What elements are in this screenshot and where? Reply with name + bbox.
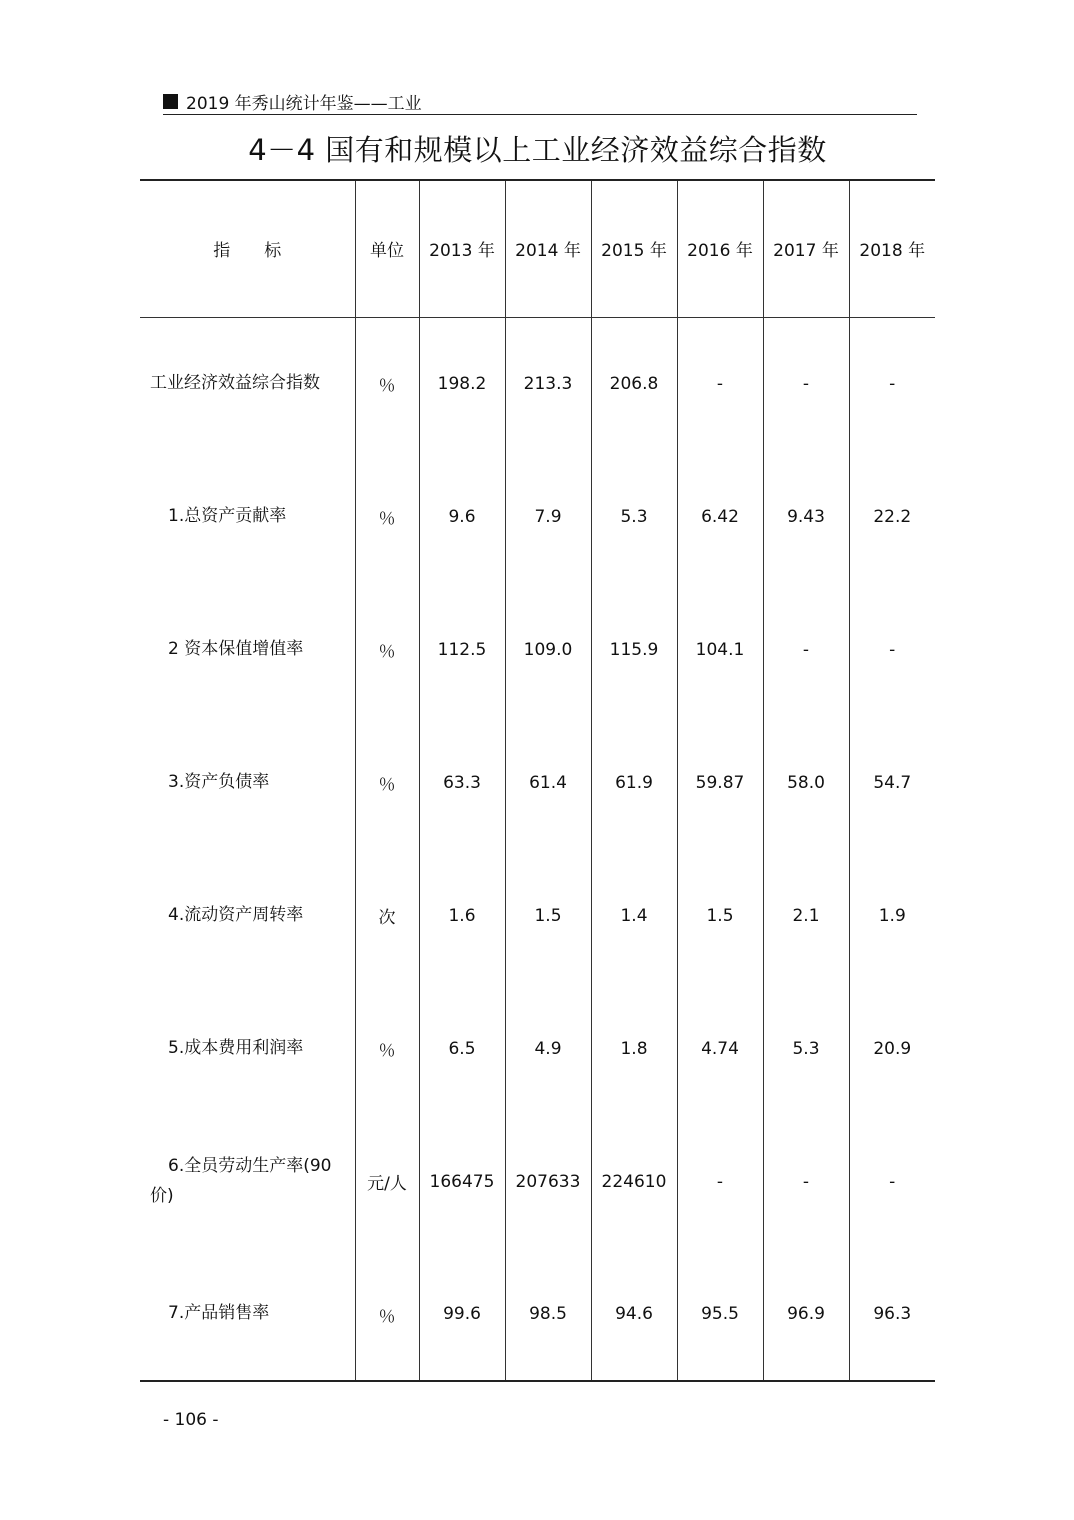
cell-value: - bbox=[849, 317, 935, 450]
statistics-table bbox=[140, 179, 935, 1382]
row-unit: ％ bbox=[355, 982, 419, 1115]
header-year-2014: 2014 年 bbox=[505, 180, 591, 317]
cell-value: 206.8 bbox=[591, 317, 677, 450]
cell-value: 96.9 bbox=[763, 1248, 849, 1381]
cell-value: 22.2 bbox=[849, 450, 935, 583]
row-unit: ％ bbox=[355, 450, 419, 583]
row-unit: ％ bbox=[355, 716, 419, 849]
running-header bbox=[163, 88, 917, 115]
cell-value: 5.3 bbox=[591, 450, 677, 583]
row-label: 6.全员劳动生产率(90价) bbox=[150, 1155, 332, 1206]
cell-value: 6.42 bbox=[677, 450, 763, 583]
row-label: 1.总资产贡献率 bbox=[140, 450, 355, 583]
cell-value: 5.3 bbox=[763, 982, 849, 1115]
cell-value: 63.3 bbox=[419, 716, 505, 849]
cell-value: 59.87 bbox=[677, 716, 763, 849]
table-row bbox=[140, 583, 935, 716]
table-row bbox=[140, 716, 935, 849]
row-label: 7.产品销售率 bbox=[140, 1248, 355, 1381]
cell-value: - bbox=[677, 317, 763, 450]
cell-value: - bbox=[677, 1115, 763, 1248]
row-unit: 元/人 bbox=[355, 1115, 419, 1248]
cell-value: 6.5 bbox=[419, 982, 505, 1115]
row-unit: ％ bbox=[355, 317, 419, 450]
row-label: 3.资产负债率 bbox=[140, 716, 355, 849]
header-year-2015: 2015 年 bbox=[591, 180, 677, 317]
cell-value: 9.43 bbox=[763, 450, 849, 583]
page-title: 4－4 国有和规模以上工业经济效益综合指数 bbox=[248, 133, 827, 167]
row-unit: 次 bbox=[355, 849, 419, 982]
cell-value: 1.4 bbox=[591, 849, 677, 982]
cell-value: - bbox=[763, 1115, 849, 1248]
header-year-2013: 2013 年 bbox=[419, 180, 505, 317]
cell-value: - bbox=[849, 583, 935, 716]
cell-value: 94.6 bbox=[591, 1248, 677, 1381]
cell-value: 198.2 bbox=[419, 317, 505, 450]
cell-value: 224610 bbox=[591, 1115, 677, 1248]
cell-value: 115.9 bbox=[591, 583, 677, 716]
cell-value: 9.6 bbox=[419, 450, 505, 583]
header-unit: 单位 bbox=[355, 180, 419, 317]
cell-value: - bbox=[763, 317, 849, 450]
table-row bbox=[140, 317, 935, 450]
row-unit: ％ bbox=[355, 1248, 419, 1381]
cell-value: 1.8 bbox=[591, 982, 677, 1115]
header-year-2016: 2016 年 bbox=[677, 180, 763, 317]
cell-value: 166475 bbox=[419, 1115, 505, 1248]
cell-value: 96.3 bbox=[849, 1248, 935, 1381]
cell-value: 104.1 bbox=[677, 583, 763, 716]
header-year-2018: 2018 年 bbox=[849, 180, 935, 317]
cell-value: 99.6 bbox=[419, 1248, 505, 1381]
cell-value: 207633 bbox=[505, 1115, 591, 1248]
table-header-row bbox=[140, 180, 935, 317]
cell-value: 1.9 bbox=[849, 849, 935, 982]
page-number: - 106 - bbox=[163, 1410, 219, 1430]
table-row bbox=[140, 1248, 935, 1381]
cell-value: 95.5 bbox=[677, 1248, 763, 1381]
cell-value: 7.9 bbox=[505, 450, 591, 583]
cell-value: 61.9 bbox=[591, 716, 677, 849]
cell-value: 58.0 bbox=[763, 716, 849, 849]
cell-value: 109.0 bbox=[505, 583, 591, 716]
cell-value: 1.6 bbox=[419, 849, 505, 982]
cell-value: 4.74 bbox=[677, 982, 763, 1115]
table-row bbox=[140, 982, 935, 1115]
cell-value: 4.9 bbox=[505, 982, 591, 1115]
cell-value: 20.9 bbox=[849, 982, 935, 1115]
row-label: 4.流动资产周转率 bbox=[140, 849, 355, 982]
square-bullet-icon bbox=[163, 94, 178, 109]
cell-value: 61.4 bbox=[505, 716, 591, 849]
cell-value: 1.5 bbox=[677, 849, 763, 982]
cell-value: 213.3 bbox=[505, 317, 591, 450]
row-label-cell bbox=[140, 1115, 355, 1248]
running-header-text: 2019 年秀山统计年鉴——工业 bbox=[186, 93, 422, 114]
cell-value: 98.5 bbox=[505, 1248, 591, 1381]
table-row bbox=[140, 450, 935, 583]
row-label: 5.成本费用利润率 bbox=[140, 982, 355, 1115]
row-label: 2 资本保值增值率 bbox=[140, 583, 355, 716]
table-row bbox=[140, 849, 935, 982]
header-year-2017: 2017 年 bbox=[763, 180, 849, 317]
cell-value: 2.1 bbox=[763, 849, 849, 982]
cell-value: - bbox=[763, 583, 849, 716]
table-row bbox=[140, 1115, 935, 1248]
cell-value: 1.5 bbox=[505, 849, 591, 982]
header-indicator: 指 标 bbox=[140, 180, 355, 317]
row-unit: ％ bbox=[355, 583, 419, 716]
cell-value: - bbox=[849, 1115, 935, 1248]
row-label: 工业经济效益综合指数 bbox=[140, 317, 355, 450]
cell-value: 112.5 bbox=[419, 583, 505, 716]
cell-value: 54.7 bbox=[849, 716, 935, 849]
